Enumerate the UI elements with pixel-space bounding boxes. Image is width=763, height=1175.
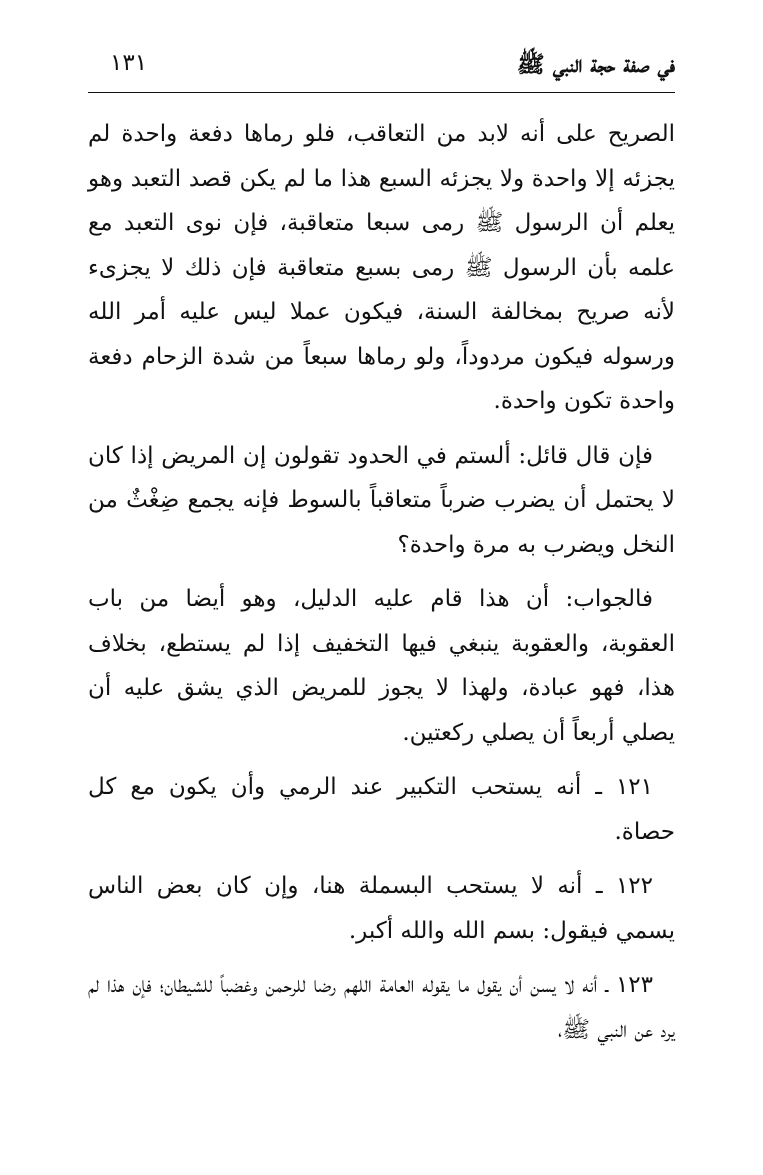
page-header — [88, 46, 675, 93]
body-text — [88, 112, 675, 1062]
page-number: ١٣١ — [110, 50, 148, 76]
paragraph-continuation: الصريح على أنه لابد من التعاقب، فلو رماها دفعة واحدة لم يجزئه إلا واحدة ولا يجزئه السبع هذا ما لم يكن قصد التعبد وهو يعلم أن الرسول ﷺ رمى سبعا متعاقبة، فإن نوى التعبد مع علمه بأن الرسول ﷺ رمى بسبع متعاقبة فإن ذلك لا يجزىء لأنه صريح بمخالفة السنة، فيكون عملا ليس عليه أمر الله ورسوله فيكون مردوداً، ولو رماها سبعاً من شدة الزحام دفعة واحدة تكون واحدة. — [88, 121, 675, 414]
paragraph-point-121: ١٢١ ـ أنه يستحب التكبير عند الرمي وأن يكون مع كل حصاة. — [88, 774, 675, 845]
paragraph-answer: فالجواب: أن هذا قام عليه الدليل، وهو أيضا من باب العقوبة، والعقوبة ينبغي فيها التخفيف إذا لم يستطع، بخلاف هذا، فهو عبادة، ولهذا لا يجوز للمريض الذي يشق عليه أن يصلي أربعاً أن يصلي ركعتين. — [88, 586, 675, 746]
paragraph-point-122: ١٢٢ ـ أنه لا يستحب البسملة هنا، وإن كان بعض الناس يسمي فيقول: بسم الله والله أكبر. — [88, 873, 675, 944]
paragraph-objection: فإن قال قائل: ألستم في الحدود تقولون إن المريض إذا كان لا يحتمل أن يضرب ضرباً متعاقباً بالسوط فإنه يجمع ضِغْثٌ من النخل ويضرب به مرة واحدة؟ — [88, 442, 675, 558]
running-title: في صفة حجة النبي ﷺ — [516, 51, 675, 78]
paragraph-point-123: ١٢٣ ـ أنه لا يسن أن يقول ما يقوله العامة اللهم رضا للرحمن وغضباً للشيطان؛ فإن هذا لم يرد عن النبي ﷺ، — [88, 972, 675, 1043]
